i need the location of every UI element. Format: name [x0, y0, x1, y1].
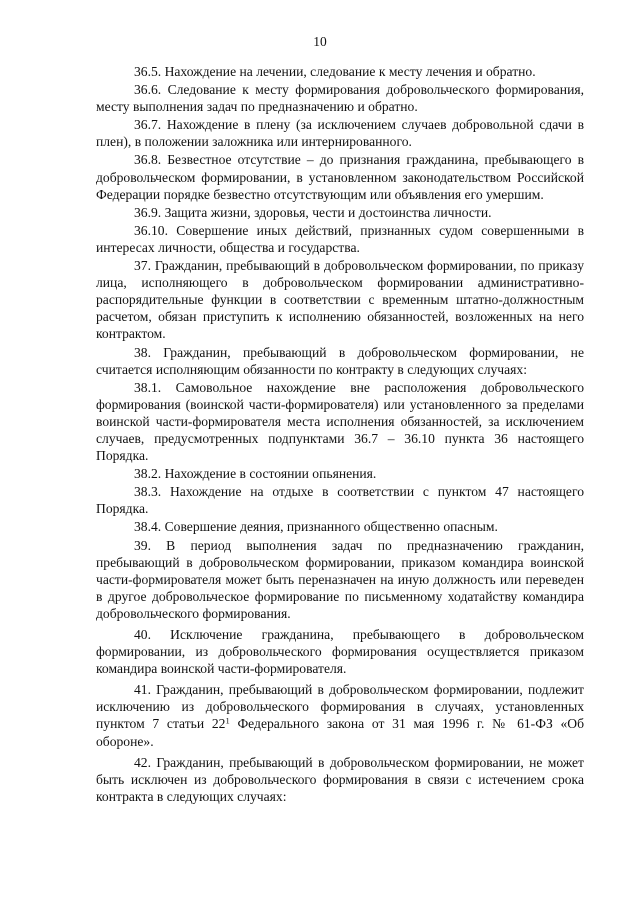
paragraph-38-4: 38.4. Совершение деяния, признанного общественно опасным. — [134, 519, 498, 535]
paragraph-36-7: 36.7. Нахождение в плену (за исключением случаев добровольной сдачи в плен), в положении заложника или интернированного. — [96, 117, 584, 150]
page-number: 10 — [313, 34, 327, 49]
paragraph-38-3: 38.3. Нахождение на отдыхе в соответствии с пунктом 47 настоящего Порядка. — [96, 484, 584, 517]
paragraph-38: 38. Гражданин, пребывающий в добровольческом формировании, не считается исполняющим обязанности по контракту в следующих случаях: — [96, 344, 584, 377]
paragraph-36-9: 36.9. Защита жизни, здоровья, чести и достоинства личности. — [134, 204, 492, 220]
paragraph-40: 40. Исключение гражданина, пребывающего в добровольческом формировании, из добровольческого формирования осуществляется приказом командира воинской части-формирователя. — [96, 627, 584, 677]
paragraph-36-10: 36.10. Совершение иных действий, признанных судом совершенными в интересах личности, общества и государства. — [96, 222, 584, 255]
paragraph-42: 42. Гражданин, пребывающий в добровольческом формировании, не может быть исключен из добровольческого формирования в связи с истечением срока контракта в следующих случаях: — [96, 754, 584, 804]
paragraph-38-1: 38.1. Самовольное нахождение вне расположения добровольческого формирования (воинской части-формирователя) или установленного за пределами воинской части-формирователя места исполнения обязанностей, за исключением случаев, предусмотренных подпунктами 36.7 – 36.10 пункта 36 настоящего Порядка. — [96, 379, 584, 464]
article-superscript: 1 — [225, 715, 230, 726]
paragraph-38-2: 38.2. Нахождение в состоянии опьянения. — [134, 466, 377, 482]
paragraph-36-5: 36.5. Нахождение на лечении, следование к месту лечения и обратно. — [134, 64, 536, 79]
paragraph-41-text-b: Федерального закона от 31 мая 1996 г. № 61-ФЗ «Об обороне». — [96, 716, 585, 749]
paragraph-41 — [96, 681, 584, 749]
paragraph-37: 37. Гражданин, пребывающий в добровольческом формировании, по приказу лица, исполняющего в добровольческом формировании административно-распорядительные функции в соответствии с временным штатно-должностным расчетом, обязан приступить к исполнению обязанностей, возложенных на него контрактом. — [96, 258, 584, 342]
document-body — [96, 63, 584, 805]
paragraph-36-6: 36.6. Следование к месту формирования добровольческого формирования, месту выполнения задач по предназначению и обратно. — [96, 82, 584, 115]
paragraph-39: 39. В период выполнения задач по предназначению гражданин, пребывающий в добровольческом формировании, приказом командира воинской части-формирователя может быть переназначен на иную должность или переведен в другое добровольческое формирование по письменному ходатайству командира добровольческого формирования. — [96, 537, 584, 621]
paragraph-36-8: 36.8. Безвестное отсутствие – до признания гражданина, пребывающего в добровольческом формировании, в установленном законодательством Российской Федерации порядке безвестно отсутствующим или объявления его умершим. — [96, 152, 584, 202]
paragraph-41-text-a: 41. Гражданин, пребывающий в добровольческом формировании, подлежит исключению из добровольческого формирования в случаях, установленных пунктом 7 статьи 22 — [96, 682, 584, 732]
